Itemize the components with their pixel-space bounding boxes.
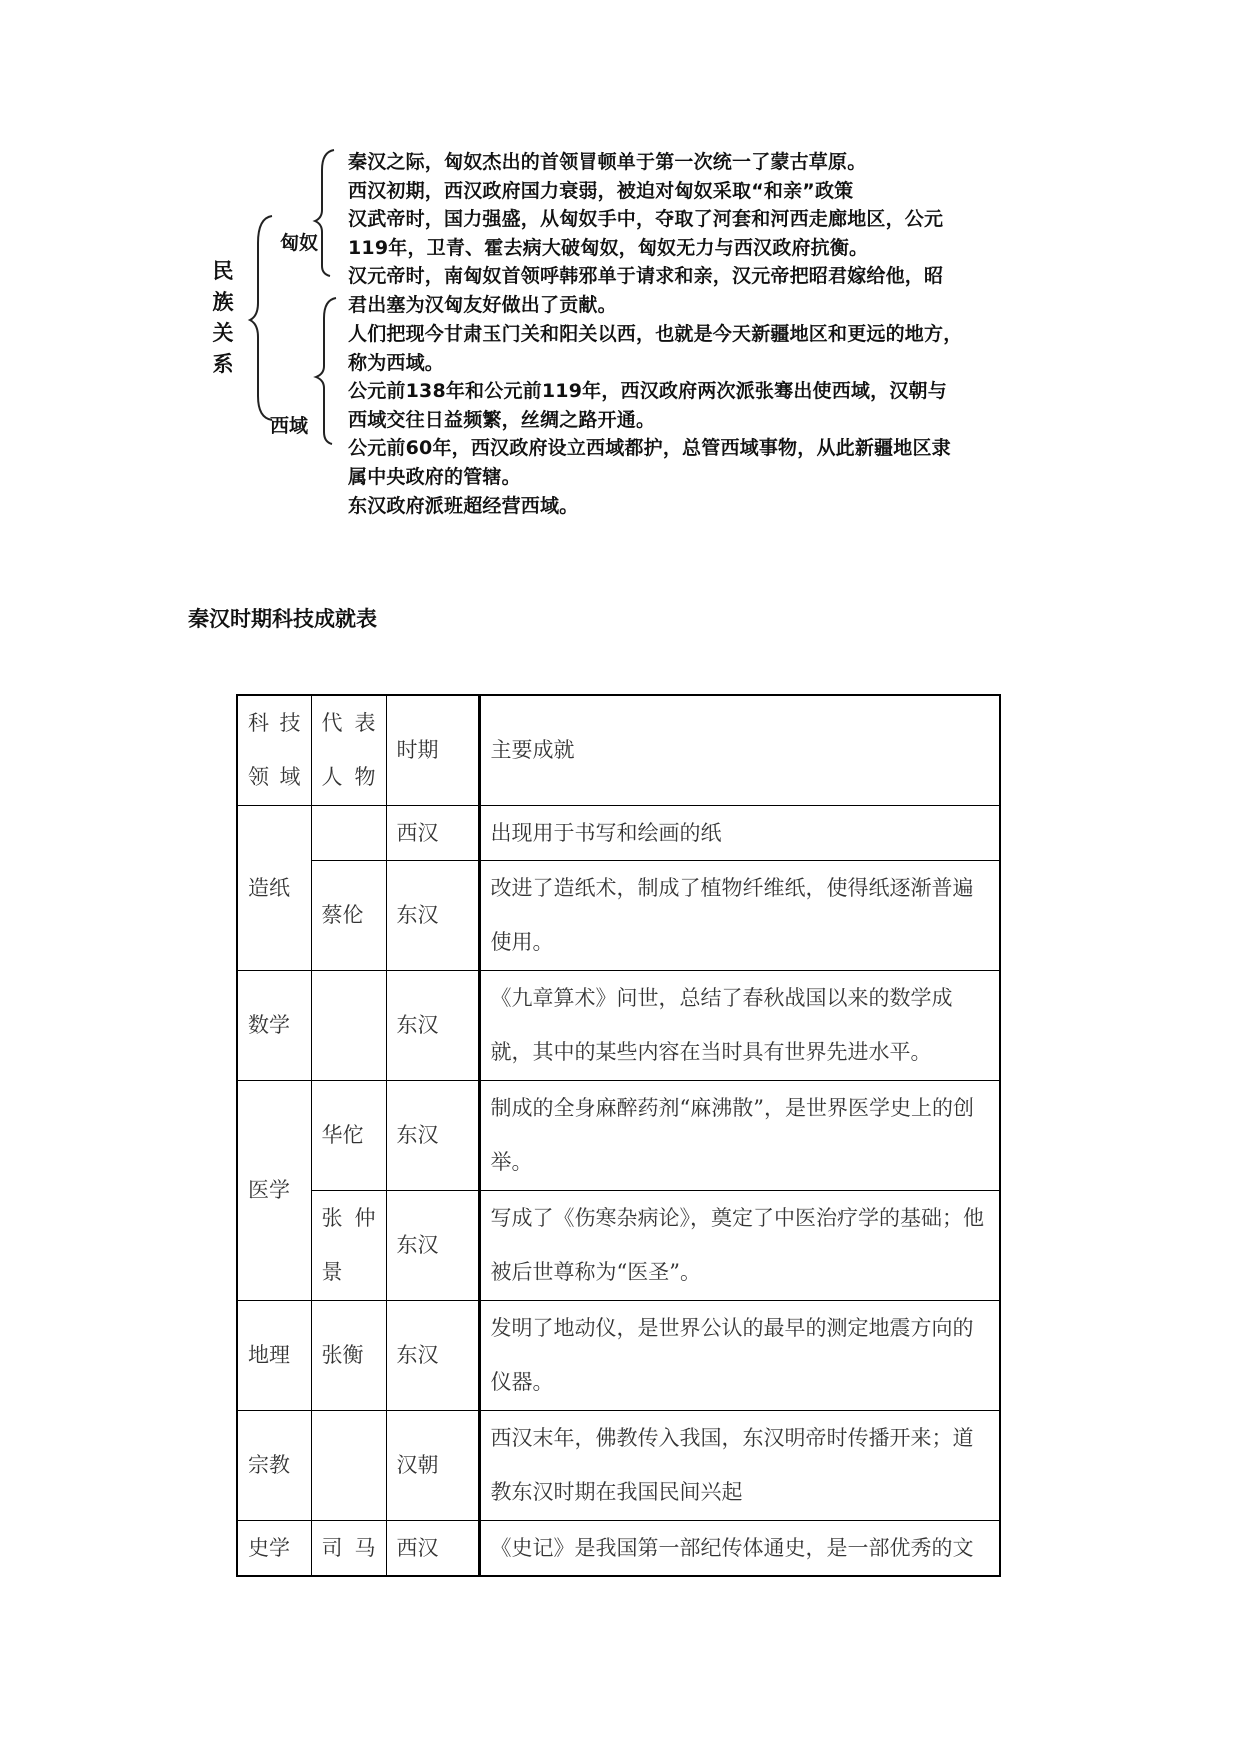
cell-period: 东汉 bbox=[386, 1190, 479, 1300]
cell-achievement: 改进了造纸术，制成了植物纤维纸，使得纸逐渐普遍使用。 bbox=[479, 860, 1000, 970]
mindmap-line: 119年，卫青、霍去病大破匈奴，匈奴无力与西汉政府抗衡。 bbox=[348, 236, 869, 259]
header-person bbox=[311, 695, 386, 805]
mindmap-line: 公元前138年和公元前119年，西汉政府两次派张骞出使西域，汉朝与 bbox=[348, 380, 947, 403]
table-row bbox=[237, 1300, 1000, 1410]
table-header-row bbox=[237, 695, 1000, 805]
table-row bbox=[237, 970, 1000, 1080]
table-row bbox=[237, 805, 1000, 860]
cell-achievement: 出现用于书写和绘画的纸 bbox=[479, 805, 1000, 860]
mindmap-root bbox=[210, 256, 236, 380]
xiyu-lines bbox=[348, 320, 962, 520]
mindmap-line: 西域交往日益频繁，丝绸之路开通。 bbox=[348, 408, 656, 431]
mindmap-line: 称为西域。 bbox=[348, 351, 445, 374]
header-period: 时期 bbox=[386, 695, 479, 805]
cell-achievement: 写成了《伤寒杂病论》，奠定了中医治疗学的基础；他被后世尊称为“医圣”。 bbox=[479, 1190, 1000, 1300]
cell-person bbox=[311, 805, 386, 860]
mindmap-line: 人们把现今甘肃玉门关和阳关以西，也就是今天新疆地区和更远的地方， bbox=[348, 323, 963, 345]
mindmap-line: 汉元帝时，南匈奴首领呼韩邪单于请求和亲，汉元帝把昭君嫁给他，昭 bbox=[348, 265, 944, 288]
cell-field: 数学 bbox=[237, 970, 311, 1080]
cell-period: 东汉 bbox=[386, 1300, 479, 1410]
table-row bbox=[237, 1190, 1000, 1300]
mindmap-line: 属中央政府的管辖。 bbox=[348, 465, 521, 488]
mindmap-line: 东汉政府派班超经营西域。 bbox=[348, 494, 579, 517]
table-row bbox=[237, 1410, 1000, 1520]
header-field bbox=[237, 695, 311, 805]
header-achievement: 主要成就 bbox=[479, 695, 1000, 805]
branch-label-xiongnu: 匈奴 bbox=[280, 232, 319, 254]
root-char: 族 bbox=[212, 290, 234, 314]
table-row bbox=[237, 1080, 1000, 1190]
cell-period: 西汉 bbox=[386, 805, 479, 860]
mindmap-line: 君出塞为汉匈友好做出了贡献。 bbox=[348, 293, 617, 316]
table-row bbox=[237, 860, 1000, 970]
cell-person bbox=[311, 1410, 386, 1520]
branch-label-xiyu: 西域 bbox=[270, 415, 309, 437]
cell-period: 东汉 bbox=[386, 970, 479, 1080]
cell-achievement: 《史记》是我国第一部纪传体通史，是一部优秀的文 bbox=[479, 1520, 1000, 1576]
section-title: 秦汉时期科技成就表 bbox=[188, 606, 377, 631]
cell-period: 东汉 bbox=[386, 1080, 479, 1190]
cell-person: 华佗 bbox=[311, 1080, 386, 1190]
cell-achievement: 发明了地动仪，是世界公认的最早的测定地震方向的仪器。 bbox=[479, 1300, 1000, 1410]
mindmap-line: 汉武帝时，国力强盛，从匈奴手中，夺取了河套和河西走廊地区，公元 bbox=[348, 208, 944, 231]
cell-person bbox=[311, 1190, 386, 1300]
cell-achievement: 西汉末年，佛教传入我国，东汉明帝时传播开来；道教东汉时期在我国民间兴起 bbox=[479, 1410, 1000, 1520]
cell-person-text: 张仲景 bbox=[321, 1206, 376, 1284]
mindmap-line: 秦汉之际，匈奴杰出的首领冒顿单于第一次统一了蒙古草原。 bbox=[348, 151, 867, 173]
xiongnu-lines bbox=[348, 148, 943, 320]
root-char: 系 bbox=[212, 352, 234, 376]
root-char: 关 bbox=[212, 321, 234, 345]
cell-field: 史学 bbox=[237, 1520, 311, 1576]
cell-achievement: 《九章算术》问世，总结了春秋战国以来的数学成就，其中的某些内容在当时具有世界先进水平。 bbox=[479, 970, 1000, 1080]
cell-person-text: 司马 bbox=[321, 1535, 376, 1560]
cell-achievement: 制成的全身麻醉药剂“麻沸散”，是世界医学史上的创举。 bbox=[479, 1080, 1000, 1190]
ethnic-relations-mindmap bbox=[200, 148, 980, 538]
cell-field: 宗教 bbox=[237, 1410, 311, 1520]
table-row bbox=[237, 1520, 1000, 1576]
cell-field: 地理 bbox=[237, 1300, 311, 1410]
cell-field: 医学 bbox=[237, 1080, 311, 1300]
root-char: 民 bbox=[212, 259, 234, 283]
cell-person bbox=[311, 970, 386, 1080]
cell-person: 蔡伦 bbox=[311, 860, 386, 970]
root-brace bbox=[250, 216, 272, 420]
mindmap-line: 公元前60年，西汉政府设立西域都护，总管西域事物，从此新疆地区隶 bbox=[348, 437, 951, 460]
cell-person bbox=[311, 1520, 386, 1576]
header-person-text: 代表人物 bbox=[321, 711, 376, 790]
cell-period: 汉朝 bbox=[386, 1410, 479, 1520]
cell-field: 造纸 bbox=[237, 805, 311, 970]
achievement-table bbox=[236, 694, 1001, 1577]
cell-person: 张衡 bbox=[311, 1300, 386, 1410]
cell-period: 东汉 bbox=[386, 860, 479, 970]
mindmap-line: 西汉初期，西汉政府国力衰弱，被迫对匈奴采取“和亲”政策 bbox=[348, 179, 854, 202]
xiyu-brace bbox=[316, 298, 336, 444]
cell-period: 西汉 bbox=[386, 1520, 479, 1576]
header-field-text: 科技领域 bbox=[248, 711, 301, 790]
xiongnu-brace bbox=[315, 150, 334, 276]
